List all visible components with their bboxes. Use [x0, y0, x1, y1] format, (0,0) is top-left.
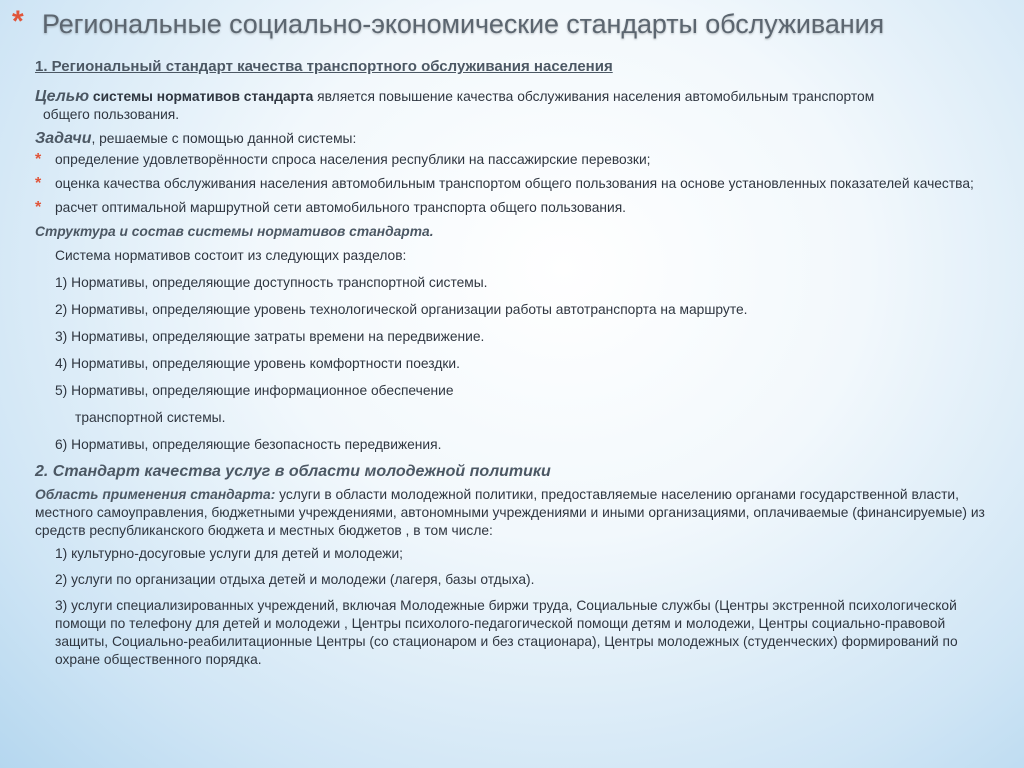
- aim-label: системы нормативов стандарта: [92, 89, 314, 104]
- structure-item: 3) Нормативы, определяющие затраты времени на передвижение.: [55, 329, 485, 344]
- aim-text-b: общего пользования.: [43, 107, 180, 122]
- task-text: расчет оптимальной маршрутной сети автомобильного транспорта общего пользования.: [55, 200, 627, 215]
- bullet-star-icon: *: [35, 151, 42, 168]
- structure-item: 4) Нормативы, определяющие уровень комфортности поездки.: [55, 356, 460, 371]
- aim-text-a: является повышение качества обслуживания населения автомобильным транспортом: [317, 89, 875, 104]
- scope-label: Область применения стандарта:: [35, 487, 276, 502]
- scope-paragraph: [35, 486, 995, 540]
- task-item: [35, 199, 995, 217]
- structure-item: 5) Нормативы, определяющие информационное обеспечение: [55, 383, 454, 398]
- section1-heading: 1. Региональный стандарт качества транспортного обслуживания населения: [35, 58, 613, 75]
- service-item: 1) культурно-досуговые услуги для детей и молодежи;: [55, 546, 404, 561]
- title-row: [12, 2, 884, 46]
- aim-word: Целью: [35, 88, 90, 105]
- scope-text: услуги в области молодежной политики, предоставляемые населению органами государственной власти, местного самоуправления, бюджетными учреждениями, автономными учреждениями и иными организациями, оплачиваемые (финансируемые) из средств республиканского бюджета и местных бюджетов , в том числе:: [35, 487, 985, 538]
- bullet-star-icon: *: [35, 199, 42, 216]
- section2-heading: 2. Стандарт качества услуг в области молодежной политики: [35, 463, 551, 480]
- structure-item-continuation: транспортной системы.: [75, 410, 226, 425]
- content: [35, 55, 995, 677]
- task-item: [35, 151, 995, 169]
- aim-paragraph: [35, 88, 995, 124]
- structure-item: 2) Нормативы, определяющие уровень технологической организации работы автотранспорта на маршруте.: [55, 302, 748, 317]
- structure-heading: Структура и состав системы нормативов стандарта.: [35, 224, 434, 239]
- service-item: 2) услуги по организации отдыха детей и молодежи (лагеря, базы отдыха).: [55, 572, 535, 587]
- tasks-rest: , решаемые с помощью данной системы:: [91, 131, 357, 146]
- tasks-intro: [35, 130, 995, 148]
- structure-item: 6) Нормативы, определяющие безопасность передвижения.: [55, 437, 442, 452]
- structure-heading-text: Структура и состав системы нормативов стандарта: [35, 224, 430, 239]
- task-item: [35, 175, 995, 193]
- task-text: определение удовлетворённости спроса населения республики на пассажирские перевозки;: [55, 152, 651, 167]
- task-text: оценка качества обслуживания населения автомобильным транспортом общего пользования на основе установленных показателей качества;: [55, 176, 974, 191]
- title-star-icon: *: [12, 5, 24, 38]
- bullet-star-icon: *: [35, 175, 42, 192]
- tasks-word: Задачи: [35, 130, 92, 147]
- page-title: Региональные социально-экономические стандарты обслуживания: [42, 8, 885, 39]
- structure-intro: Система нормативов состоит из следующих разделов:: [55, 248, 407, 263]
- structure-item: 1) Нормативы, определяющие доступность транспортной системы.: [55, 275, 488, 290]
- service-item: 3) услуги специализированных учреждений, включая Молодежные биржи труда, Социальные службы (Центры экстренной психологической помощи по телефону для детей и молодежи , Центры психолого-педагогической помощи детям и молодежи, Центры социально-правовой защиты, Социально-реабилитационные Центры (со стационаром и без стационара), Центры молодежных (студенческих) формирований по охране общественного порядка.: [55, 598, 958, 667]
